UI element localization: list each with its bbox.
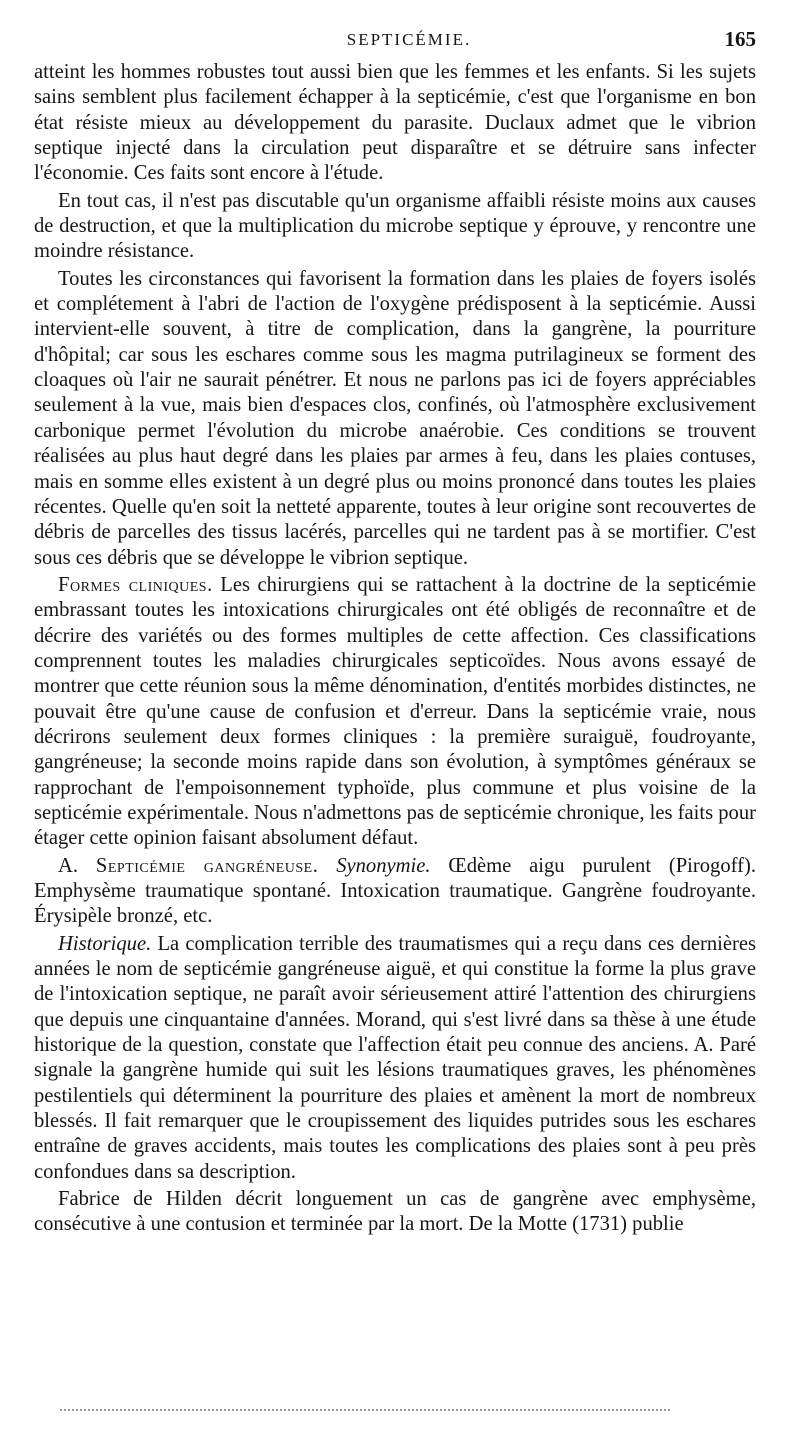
running-head	[62, 27, 756, 56]
paragraph-text: Fabrice de Hilden décrit longuement un cas de gangrène avec emphysème, consécutive à une contusion et terminée par la mort. De la Motte (1731) publie	[34, 1188, 756, 1236]
paragraph-historique	[34, 932, 756, 1185]
paragraph	[34, 1187, 756, 1238]
paragraph	[34, 267, 756, 571]
paragraph-text: Toutes les circonstances qui favorisent la formation dans les plaies de foyers isolés et complétement à l'abri de l'action de l'oxygène prédisposent à la septicémie. Aussi intervient-elle souvent, à titre de complication, dans la gangrène, la pourriture d'hôpital; car sous les eschares comme sous les magma putrilagineux se forment des cloaques où l'air ne saurait pénétrer. Et nous ne parlons pas ici de foyers appréciables seulement à la vue, mais bien d'espaces clos, confinés, où l'atmosphère exclusivement carbonique permet l'évolution du microbe anaérobie. Ces conditions se trouvent réalisées au plus haut degré dans les plaies par armes à feu, dans les plaies contuses, mais en somme elles existent à un degré plus ou moins prononcé dans toutes les plaies récentes. Quelle qu'en soit la netteté apparente, toutes à leur origine sont recouvertes de débris de parcelles des tissus lacérés, parcelles qui ne tardent pas à se mortifier. C'est sous ces débris que se développe le vibrion septique.	[34, 267, 756, 569]
paragraph-septicemie-gangreneuse	[34, 854, 756, 930]
section-heading-septicemie-gangreneuse: Septicémie gangréneuse.	[95, 854, 319, 877]
paragraph-text: Œdème aigu purulent (Pirogoff). Emphysème traumatique spontané. Intoxication traumatique. Gangrène foudroyante. Érysipèle bronzé, etc.	[34, 854, 757, 928]
section-prefix: A.	[58, 854, 96, 877]
section-heading-formes-cliniques: Formes cliniques.	[58, 573, 213, 596]
body-text	[34, 60, 756, 1240]
subheading-historique: Historique.	[58, 932, 152, 955]
paragraph	[34, 189, 756, 265]
paragraph-text: En tout cas, il n'est pas discutable qu'un organisme affaibli résiste moins aux causes de destruction, et que la multiplication du microbe septique y éprouve, y rencontre une moindre résistance.	[34, 189, 756, 263]
paragraph-text: Les chirurgiens qui se rattachent à la doctrine de la septicémie embrassant toutes les intoxications chirurgicales ont été obligés de reconnaître et de décrire des variétés ou des formes multiples de cette affection. Ces classifications comprennent toutes les maladies chirurgicales septicoïdes. Nous avons essayé de montrer que cette réunion sous la même dénomination, d'entités morbides distinctes, ne pouvait être qu'une cause de confusion et d'erreur. Dans la septicémie vraie, nous décrirons seulement deux formes cliniques : la première suraiguë, foudroyante, gangréneuse; la seconde moins rapide dans son évolution, à symptômes généraux se rapprochant de l'empoisonnement typhoïde, plus commune et plus voisine de la septicémie expérimentale. Nous n'admettons pas de septicémie chronique, les faits pour étager cette opinion faisant absolument défaut.	[34, 573, 756, 850]
footer-rule	[60, 1409, 670, 1411]
paragraph-text: La complication terrible des traumatismes qui a reçu dans ces dernières années le nom de septicémie gangréneuse aiguë, et qui constitue la forme la plus grave de l'intoxication septique, ne paraît avoir sérieusement attiré l'attention des chirurgiens que depuis une cinquantaine d'années. Morand, qui s'est livré dans sa thèse à une étude historique de la question, constate que l'affection était peu connue des anciens. A. Paré signale la gangrène humide qui suit les lésions traumatiques graves, les phénomènes pestilentiels qui déterminent la pourriture des plaies et amènent la mort de nombreux blessés. Il fait remarquer que le croupissement des liquides putrides sous les eschares entraîne de graves accidents, mais toutes les complications des plaies sont à peu près confondues dans sa description.	[34, 932, 756, 1183]
paragraph-text: atteint les hommes robustes tout aussi bien que les femmes et les enfants. Si les sujets sains semblent plus facilement échapper à la septicémie, c'est que l'organisme en bon état résiste mieux au développement du parasite. Duclaux admet que le vibrion septique injecté dans la circulation peut disparaître et se détruire sans infecter l'économie. Ces faits sont encore à l'étude.	[34, 61, 756, 185]
paragraph-continuation	[34, 60, 756, 187]
subheading-synonymie: Synonymie.	[336, 854, 431, 877]
page-number: 165	[724, 27, 756, 51]
running-title: SEPTICÉMIE.	[346, 30, 472, 49]
paragraph-formes-cliniques	[34, 573, 756, 852]
